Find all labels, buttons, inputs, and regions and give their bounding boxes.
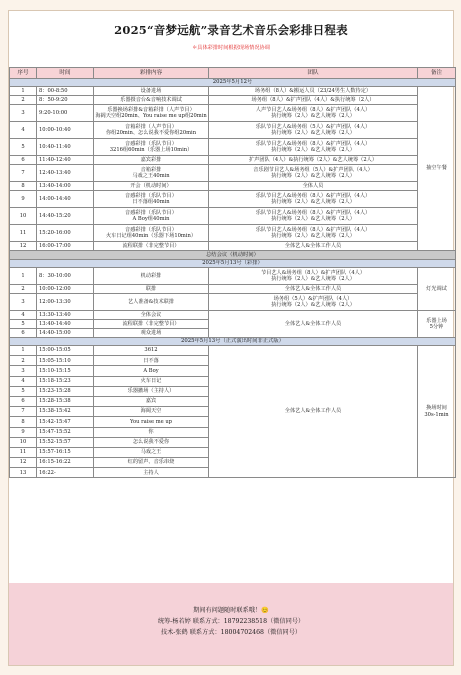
team-line: 全体人员 (302, 182, 324, 189)
row-team (209, 182, 418, 191)
content-line: 海阔天空组20min、You raise me up组20min (95, 113, 207, 119)
summary-meeting-band (10, 251, 456, 260)
header-note: 备注 (418, 68, 456, 79)
team-line: 执行统筹（2人）&艺人统筹（2人） (271, 302, 355, 308)
team-line: 执行统筹（2人）&艺人统筹（2人） (271, 216, 355, 222)
row-number: 7 (10, 165, 37, 182)
row-time: 10:00-10:40 (37, 122, 94, 139)
row-team (209, 191, 418, 208)
row-content (94, 156, 209, 165)
row-time: 15:20-16:00 (37, 225, 94, 242)
date-band (10, 338, 456, 346)
row-time: 15:18-15:23 (37, 376, 94, 386)
note-line: 30s-1min (424, 411, 449, 418)
content-line: 音箱彩排 (140, 166, 162, 173)
row-team-merged: 全体艺人&全体工作人员 (209, 346, 418, 478)
row-content (94, 320, 209, 329)
team-line: 执行统筹（2人）&艺人统筹（2人） (271, 147, 355, 153)
content-line: 主持人 (143, 469, 159, 476)
content-line: 音箱彩排（人声节目） (125, 123, 177, 130)
row-number: 6 (10, 329, 37, 338)
header-time: 时间 (37, 68, 94, 79)
page-subtitle: ＊具体彩排时间根据现场情况协调 (192, 45, 270, 51)
row-number: 8 (10, 182, 37, 191)
row-time: 14:40-15:00 (37, 329, 94, 338)
team-line: 扩声团队（4人）&执行统筹（2人）&艺人统筹（2人） (248, 156, 378, 163)
content-line: 马戏之王 (140, 449, 162, 456)
row-team (209, 285, 418, 294)
table-row (10, 87, 456, 96)
row-content (94, 458, 209, 468)
team-line: 场务组（8人）&扩声团队（4人）&执行统筹（2人） (251, 96, 375, 103)
table-row (10, 191, 456, 208)
content-line: 乐器摄音台&音响技术调试 (120, 96, 182, 103)
row-time: 8：50-9:20 (37, 96, 94, 105)
row-number: 1 (10, 268, 37, 285)
row-content (94, 468, 209, 478)
row-number: 1 (10, 346, 37, 356)
table-row (10, 346, 456, 356)
content-line: 乐器换场彩排&音箱彩排（人声节目） (107, 106, 195, 113)
row-content (94, 396, 209, 406)
row-time: 9:20-10:00 (37, 105, 94, 122)
row-content (94, 122, 209, 139)
team-line: 场务组（8人）&搬运人员（23/24男生人数待定） (254, 87, 372, 94)
content-line: 海阔天空 (140, 408, 162, 415)
row-number: 11 (10, 225, 37, 242)
row-content (94, 105, 209, 122)
header-no: 序号 (10, 68, 37, 79)
row-note-lighting: 灯光调试 (418, 268, 456, 311)
row-number: 5 (10, 139, 37, 156)
row-content (94, 386, 209, 396)
content-line: 乐器撤场（主持人） (127, 388, 175, 395)
row-content (94, 366, 209, 376)
date-band-text: 2025年5月13号（正式演出时间非正式版） (10, 338, 456, 346)
team-line: 全体艺人&全体工作人员 (284, 285, 342, 292)
row-number: 12 (10, 458, 37, 468)
team-line: 乐队节目艺人&场务组（8人）&扩声团队（4人） (255, 192, 371, 199)
content-line: 音感彩排（乐队节目） (125, 209, 177, 216)
table-row (10, 285, 456, 294)
row-content (94, 346, 209, 356)
row-content (94, 417, 209, 427)
row-number: 2 (10, 285, 37, 294)
header-team: 团队 (209, 68, 418, 79)
team-line: 执行统筹（2人）&艺人统筹（2人） (271, 276, 355, 282)
row-number: 12 (10, 242, 37, 251)
row-time: 13:40-14:00 (37, 182, 94, 191)
team-line: 人声节目艺人&场务组（8人）&扩声团队（4人） (255, 106, 371, 113)
content-line: A Boy (143, 367, 159, 374)
content-line: 嘉宾彩排 (140, 156, 162, 163)
date-band (10, 260, 456, 268)
table-row (10, 294, 456, 311)
table-row (10, 242, 456, 251)
row-time: 15:05-15:10 (37, 356, 94, 366)
team-line: 全体艺人&全体工作人员 (284, 242, 342, 249)
row-time: 15:38-15:42 (37, 407, 94, 417)
row-time: 14:00-14:40 (37, 191, 94, 208)
row-number: 13 (10, 468, 37, 478)
team-line: 节目艺人&场务组（8人）&扩声团队（4人） (260, 269, 366, 276)
row-content (94, 329, 209, 338)
row-content (94, 311, 209, 320)
row-time: 8：00-8:50 (37, 87, 94, 96)
team-line: 场务组（5人）&扩声团队（4人） (273, 295, 353, 302)
row-number: 5 (10, 320, 37, 329)
row-time: 14:40-15:20 (37, 208, 94, 225)
row-content (94, 294, 209, 311)
row-time: 12:00-13:30 (37, 294, 94, 311)
row-team (209, 165, 418, 182)
row-number: 6 (10, 396, 37, 406)
row-content (94, 165, 209, 182)
header-content: 彩排内容 (94, 68, 209, 79)
content-line: 你组20min、怎么说我不爱你组20min (105, 130, 197, 136)
schedule-table (9, 67, 456, 478)
team-line: 执行统筹（2人）&艺人统筹（2人） (271, 233, 355, 239)
table-row (10, 139, 456, 156)
content-line: 音感彩排（乐队节目） (125, 192, 177, 199)
team-line: 执行统筹（2人）&艺人统筹（2人） (271, 199, 355, 205)
row-content (94, 96, 209, 105)
row-number: 4 (10, 376, 37, 386)
table-row (10, 165, 456, 182)
schedule-page (8, 10, 454, 666)
content-line: 红的留声、音乐串烧 (127, 459, 175, 466)
content-line: 音感彩排（乐队节目） (125, 226, 177, 233)
row-time: 16:22- (37, 468, 94, 478)
table-row (10, 122, 456, 139)
row-time: 16:00-17:00 (37, 242, 94, 251)
row-content (94, 437, 209, 447)
table-row (10, 96, 456, 105)
row-number: 9 (10, 427, 37, 437)
row-number: 3 (10, 105, 37, 122)
content-line: 马戏之王40min (132, 173, 170, 179)
row-number: 3 (10, 366, 37, 376)
row-number: 2 (10, 356, 37, 366)
row-team (209, 87, 418, 96)
row-content (94, 242, 209, 251)
row-team (209, 139, 418, 156)
content-line: 设备进场 (140, 87, 162, 94)
summary-meeting-band-text: 总结会议（机动时间） (10, 251, 456, 260)
row-content (94, 87, 209, 96)
row-time: 12:40-13:40 (37, 165, 94, 182)
table-row (10, 182, 456, 191)
row-content (94, 447, 209, 457)
team-line: 乐队节目艺人&场务组（8人）&扩声团队（4人） (255, 226, 371, 233)
date-band-text: 2025年5月12号 (10, 79, 456, 87)
date-band (10, 79, 456, 87)
table-row (10, 156, 456, 165)
content-line: 联排 (145, 285, 157, 292)
content-line: 你 (148, 428, 154, 435)
date-band-text: 2025年5月13号（彩排） (10, 260, 456, 268)
row-time: 8：30-10:00 (37, 268, 94, 285)
header (9, 11, 453, 67)
row-number: 8 (10, 417, 37, 427)
row-time: 15:47-15:52 (37, 427, 94, 437)
content-line: 日不落 (143, 357, 159, 364)
row-note-changeover (418, 346, 456, 478)
page-title: 2025“音梦远航”录音艺术音乐会彩排日程表 (114, 23, 348, 37)
row-team (209, 225, 418, 242)
footer-line-1: 期间有问题随时联系哦！😊 (193, 607, 269, 614)
team-line: 执行统筹（2人）&艺人统筹（2人） (271, 113, 355, 119)
content-line: 3216组60min（乐器上场10min） (109, 147, 193, 153)
row-team (209, 208, 418, 225)
footer-line-3: 技术-张鹤 联系方式：18004702468（微信同号） (160, 629, 302, 637)
row-number: 4 (10, 122, 37, 139)
content-line: 流程联排（非完整节目） (122, 320, 180, 327)
row-content (94, 376, 209, 386)
team-line: 执行统筹（2人）&艺人统筹（2人） (271, 173, 355, 179)
row-time: 11:40-12:40 (37, 156, 94, 165)
row-content (94, 285, 209, 294)
content-line: 火车日记组40min（乐器下场10min） (105, 233, 197, 239)
content-line: 嘉宾 (145, 398, 157, 405)
row-number: 11 (10, 447, 37, 457)
team-line: 乐队节目艺人&场务组（5人）&扩声团队（4人） (255, 123, 371, 130)
row-team (209, 294, 418, 311)
content-line: 火车日记 (140, 377, 162, 384)
row-time: 16:15-16:22 (37, 458, 94, 468)
table-row (10, 225, 456, 242)
row-number: 4 (10, 311, 37, 320)
row-content (94, 208, 209, 225)
content-line: 3612 (144, 347, 158, 354)
row-team-merged: 全体艺人&全体工作人员 (209, 311, 418, 338)
row-time: 10:40-11:40 (37, 139, 94, 156)
note-line: 换场时间 (426, 405, 447, 412)
row-content (94, 191, 209, 208)
table-row (10, 311, 456, 320)
table-row (10, 208, 456, 225)
row-team (209, 96, 418, 105)
content-line: 机动彩排 (140, 272, 162, 279)
row-number: 10 (10, 437, 37, 447)
row-time: 15:57-16:15 (37, 447, 94, 457)
team-line: 乐队节目艺人&场务组（8人）&扩声团队（4人） (255, 140, 371, 147)
row-time: 15:28-15:38 (37, 396, 94, 406)
row-number: 3 (10, 294, 37, 311)
row-time: 13:30-13:40 (37, 311, 94, 320)
note-line: 乐器上场 (426, 317, 447, 324)
row-number: 1 (10, 87, 37, 96)
row-team (209, 242, 418, 251)
row-time: 15:00-15:05 (37, 346, 94, 356)
content-line: You raise me up (130, 418, 172, 425)
row-content (94, 356, 209, 366)
contact-footer (9, 583, 453, 665)
row-number: 5 (10, 386, 37, 396)
row-time: 10:00-12:00 (37, 285, 94, 294)
row-number: 6 (10, 156, 37, 165)
row-number: 10 (10, 208, 37, 225)
row-time: 15:52-15:57 (37, 437, 94, 447)
row-content (94, 139, 209, 156)
row-time: 15:23-15:28 (37, 386, 94, 396)
content-line: 开会（机动时间） (130, 182, 172, 189)
team-line: 执行统筹（2人）&艺人统筹（2人） (271, 130, 355, 136)
team-line: 乐队节目艺人&场务组（8人）&扩声团队（4人） (255, 209, 371, 216)
row-team (209, 122, 418, 139)
note-line: 5分钟 (429, 324, 444, 330)
row-team (209, 105, 418, 122)
row-note: 抽空午餐 (418, 87, 456, 251)
content-line: 怎么说我不爱你 (132, 439, 170, 446)
row-content (94, 407, 209, 417)
row-team (209, 268, 418, 285)
row-time: 15:42-15:47 (37, 417, 94, 427)
row-content (94, 225, 209, 242)
content-line: 流程联排（非完整节目） (122, 242, 180, 249)
row-number: 7 (10, 407, 37, 417)
row-note-instruments (418, 311, 456, 338)
footer-line-2: 统筹-杨若婷 联系方式：18792238518（微信同号） (157, 618, 305, 626)
row-number: 2 (10, 96, 37, 105)
table-row (10, 268, 456, 285)
content-line: 日不落组40min (132, 199, 170, 205)
content-line: A Boy组40min (132, 216, 170, 222)
row-content (94, 268, 209, 285)
content-line: 观众进场 (140, 329, 162, 336)
content-line: 艺人准备&技术联排 (127, 298, 175, 305)
row-number: 9 (10, 191, 37, 208)
row-content (94, 427, 209, 437)
row-time: 15:10-15:15 (37, 366, 94, 376)
content-line: 全体会议 (140, 311, 162, 318)
row-team (209, 156, 418, 165)
content-line: 音感彩排（乐队节目） (125, 140, 177, 147)
table-row (10, 105, 456, 122)
row-time: 13:40-14:40 (37, 320, 94, 329)
team-line: 音乐剧节目艺人&场务组（5人）&扩声团队（4人） (253, 166, 373, 173)
row-content (94, 182, 209, 191)
